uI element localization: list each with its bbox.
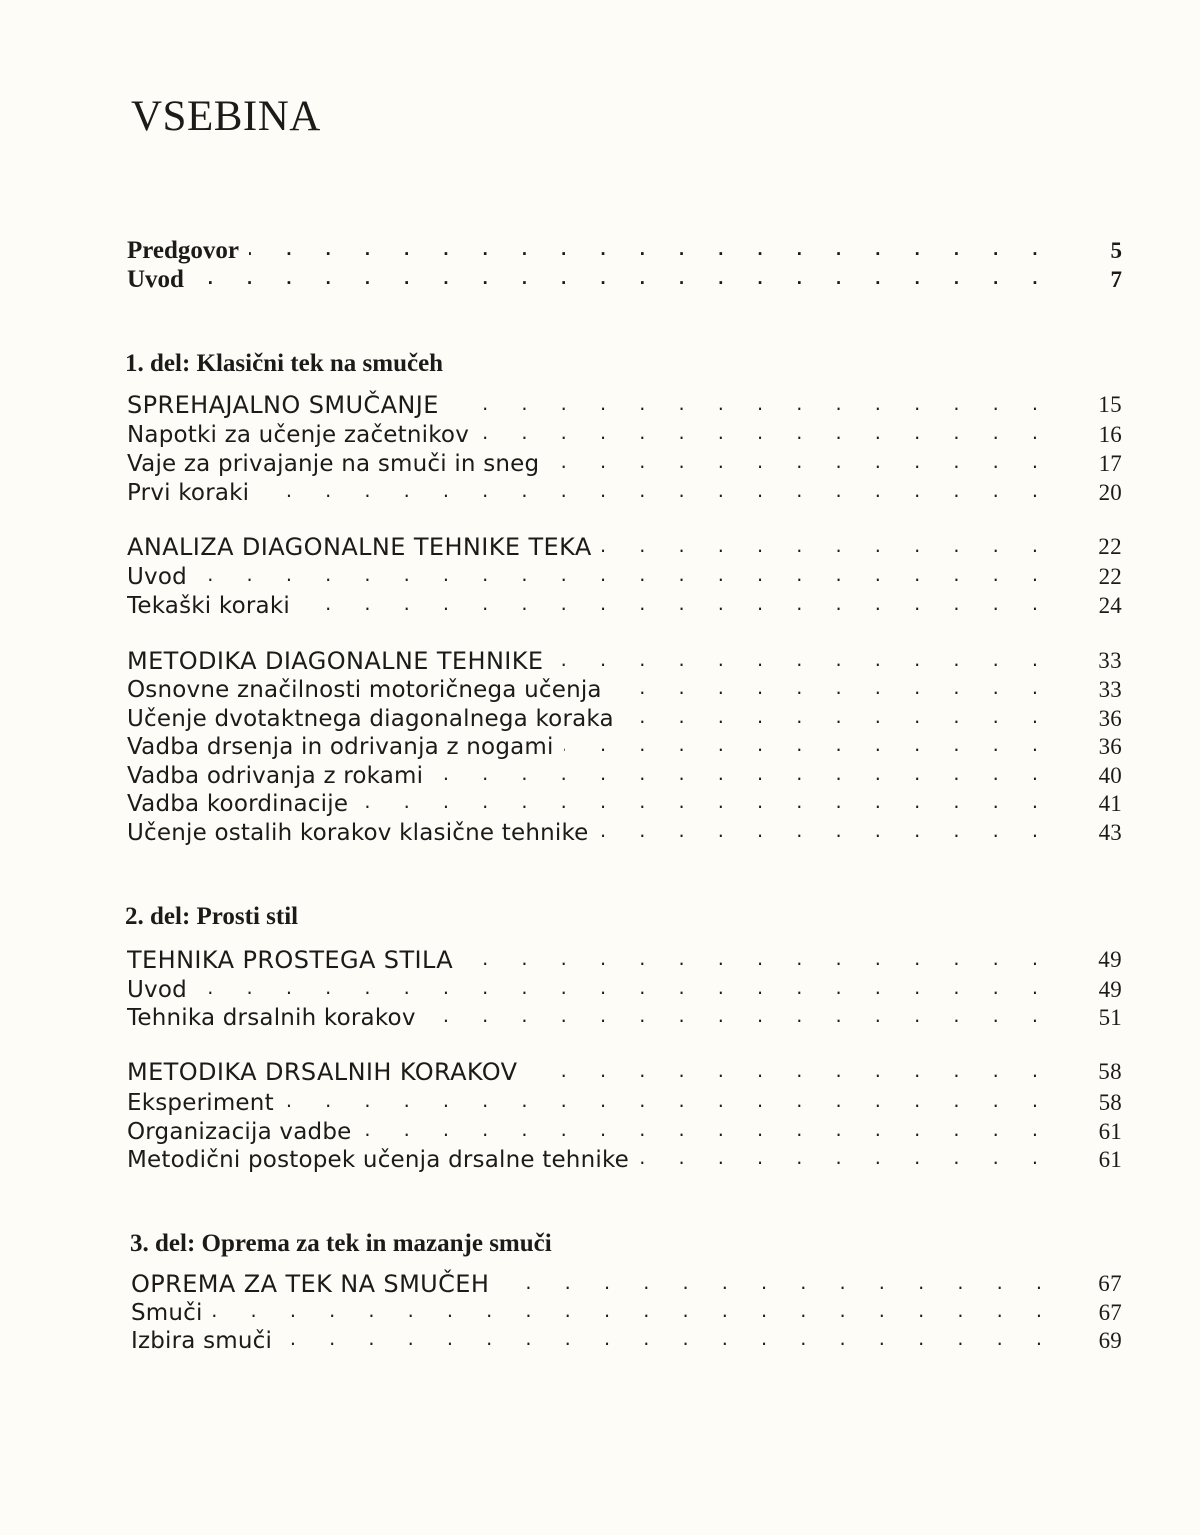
toc-entry-label: Vadba koordinacije	[127, 791, 358, 817]
toc-entry-label: Vaje za privajanje na smuči in sneg	[127, 451, 549, 477]
toc-entry-label: Metodični postopek učenja drsalne tehnike	[127, 1147, 639, 1173]
part-heading-1: 1. del: Klasični tek na smučeh	[125, 350, 444, 377]
toc-page-number: 40	[1085, 761, 1122, 791]
toc-entry[interactable]	[127, 1117, 1122, 1147]
toc-page-number: 49	[1084, 945, 1122, 975]
toc-entry-label: Uvod	[127, 266, 194, 293]
toc-entry[interactable]	[127, 818, 1122, 848]
toc-page-number: 20	[1085, 478, 1122, 508]
toc-page-number: 49	[1085, 975, 1122, 1005]
toc-page-number: 58	[1084, 1057, 1122, 1087]
toc-page-number: 36	[1085, 704, 1122, 734]
toc-entry-label: Vadba drsenja in odrivanja z nogami	[127, 734, 564, 760]
toc-entry[interactable]	[127, 761, 1122, 791]
toc-section[interactable]	[127, 1057, 1122, 1087]
dot-leader	[127, 265, 1052, 295]
toc-entry-predgovor[interactable]	[127, 236, 1122, 266]
dot-leader	[127, 562, 1052, 592]
toc-entry-label: Vadba odrivanja z rokami	[127, 763, 433, 789]
toc-page-number: 43	[1085, 818, 1122, 848]
toc-page-number: 67	[1085, 1298, 1122, 1328]
toc-entry[interactable]	[131, 1326, 1122, 1356]
dot-leader	[127, 478, 1052, 508]
toc-section-title: TEHNIKA PROSTEGA STILA	[127, 946, 463, 974]
toc-entry-label: Prvi koraki	[127, 480, 259, 506]
toc-entry[interactable]	[127, 591, 1122, 621]
toc-page-number: 61	[1085, 1145, 1122, 1175]
toc-section-title: OPREMA ZA TEK NA SMUČEH	[131, 1270, 499, 1298]
toc-page-number: 51	[1085, 1003, 1122, 1033]
part-heading-3: 3. del: Oprema za tek in mazanje smuči	[130, 1230, 552, 1257]
toc-section[interactable]	[131, 1269, 1122, 1299]
toc-entry[interactable]	[127, 478, 1122, 508]
toc-section[interactable]	[127, 532, 1122, 562]
toc-section[interactable]	[127, 390, 1122, 420]
toc-page-number: 69	[1085, 1326, 1122, 1356]
toc-entry[interactable]	[127, 704, 1122, 734]
toc-entry[interactable]	[127, 732, 1122, 762]
dot-leader	[127, 975, 1052, 1005]
toc-entry[interactable]	[127, 789, 1122, 819]
toc-entry-uvod[interactable]	[127, 265, 1122, 295]
toc-entry-label: Tekaški koraki	[127, 593, 300, 619]
toc-page-number: 17	[1085, 449, 1122, 479]
toc-entry[interactable]	[127, 675, 1122, 705]
toc-page-number: 41	[1085, 789, 1122, 819]
toc-entry-label: Uvod	[127, 977, 197, 1003]
toc-page-number: 36	[1085, 732, 1122, 762]
toc-entry-label: Tehnika drsalnih korakov	[127, 1005, 426, 1031]
toc-section[interactable]	[127, 945, 1122, 975]
toc-section-title: SPREHAJALNO SMUČANJE	[127, 391, 449, 419]
dot-leader	[131, 1298, 1052, 1328]
toc-page-number: 33	[1085, 675, 1122, 705]
toc-page-number: 67	[1084, 1269, 1122, 1299]
toc-entry[interactable]	[127, 1145, 1122, 1175]
toc-section[interactable]	[127, 646, 1122, 676]
toc-section-title: METODIKA DIAGONALNE TEHNIKE	[127, 647, 553, 675]
toc-entry[interactable]	[127, 1003, 1122, 1033]
toc-page-number: 7	[1097, 265, 1123, 295]
toc-page-number: 22	[1085, 562, 1122, 592]
part-heading-2: 2. del: Prosti stil	[125, 903, 299, 930]
toc-page-number: 15	[1084, 390, 1122, 420]
toc-entry-label: Predgovor	[127, 237, 249, 264]
toc-entry[interactable]	[131, 1298, 1122, 1328]
toc-entry-label: Eksperiment	[127, 1090, 284, 1116]
toc-entry[interactable]	[127, 562, 1122, 592]
toc-entry-label: Uvod	[127, 564, 197, 590]
toc-page-number: 33	[1084, 646, 1122, 676]
toc-page-number: 16	[1085, 420, 1122, 450]
dot-leader	[127, 236, 1052, 266]
toc-page-number: 58	[1085, 1088, 1122, 1118]
toc-entry-label: Napotki za učenje začetnikov	[127, 422, 479, 448]
toc-entry-label: Organizacija vadbe	[127, 1119, 361, 1145]
toc-page-number: 61	[1085, 1117, 1122, 1147]
toc-section-title: METODIKA DRSALNIH KORAKOV	[127, 1058, 527, 1086]
toc-entry-label: Učenje ostalih korakov klasične tehnike	[127, 820, 599, 846]
toc-entry[interactable]	[127, 420, 1122, 450]
toc-entry[interactable]	[127, 449, 1122, 479]
toc-entry-label: Izbira smuči	[131, 1328, 282, 1354]
toc-entry[interactable]	[127, 1088, 1122, 1118]
toc-entry-label: Smuči	[131, 1300, 213, 1326]
toc-section-title: ANALIZA DIAGONALNE TEHNIKE TEKA	[127, 533, 602, 561]
toc-page-number: 22	[1084, 532, 1122, 562]
toc-entry-label: Osnovne značilnosti motoričnega učenja	[127, 677, 612, 703]
toc-page-number: 5	[1097, 236, 1123, 266]
toc-page-number: 24	[1085, 591, 1122, 621]
page-title: VSEBINA	[131, 93, 321, 140]
toc-entry[interactable]	[127, 975, 1122, 1005]
toc-entry-label: Učenje dvotaktnega diagonalnega koraka	[127, 706, 624, 732]
